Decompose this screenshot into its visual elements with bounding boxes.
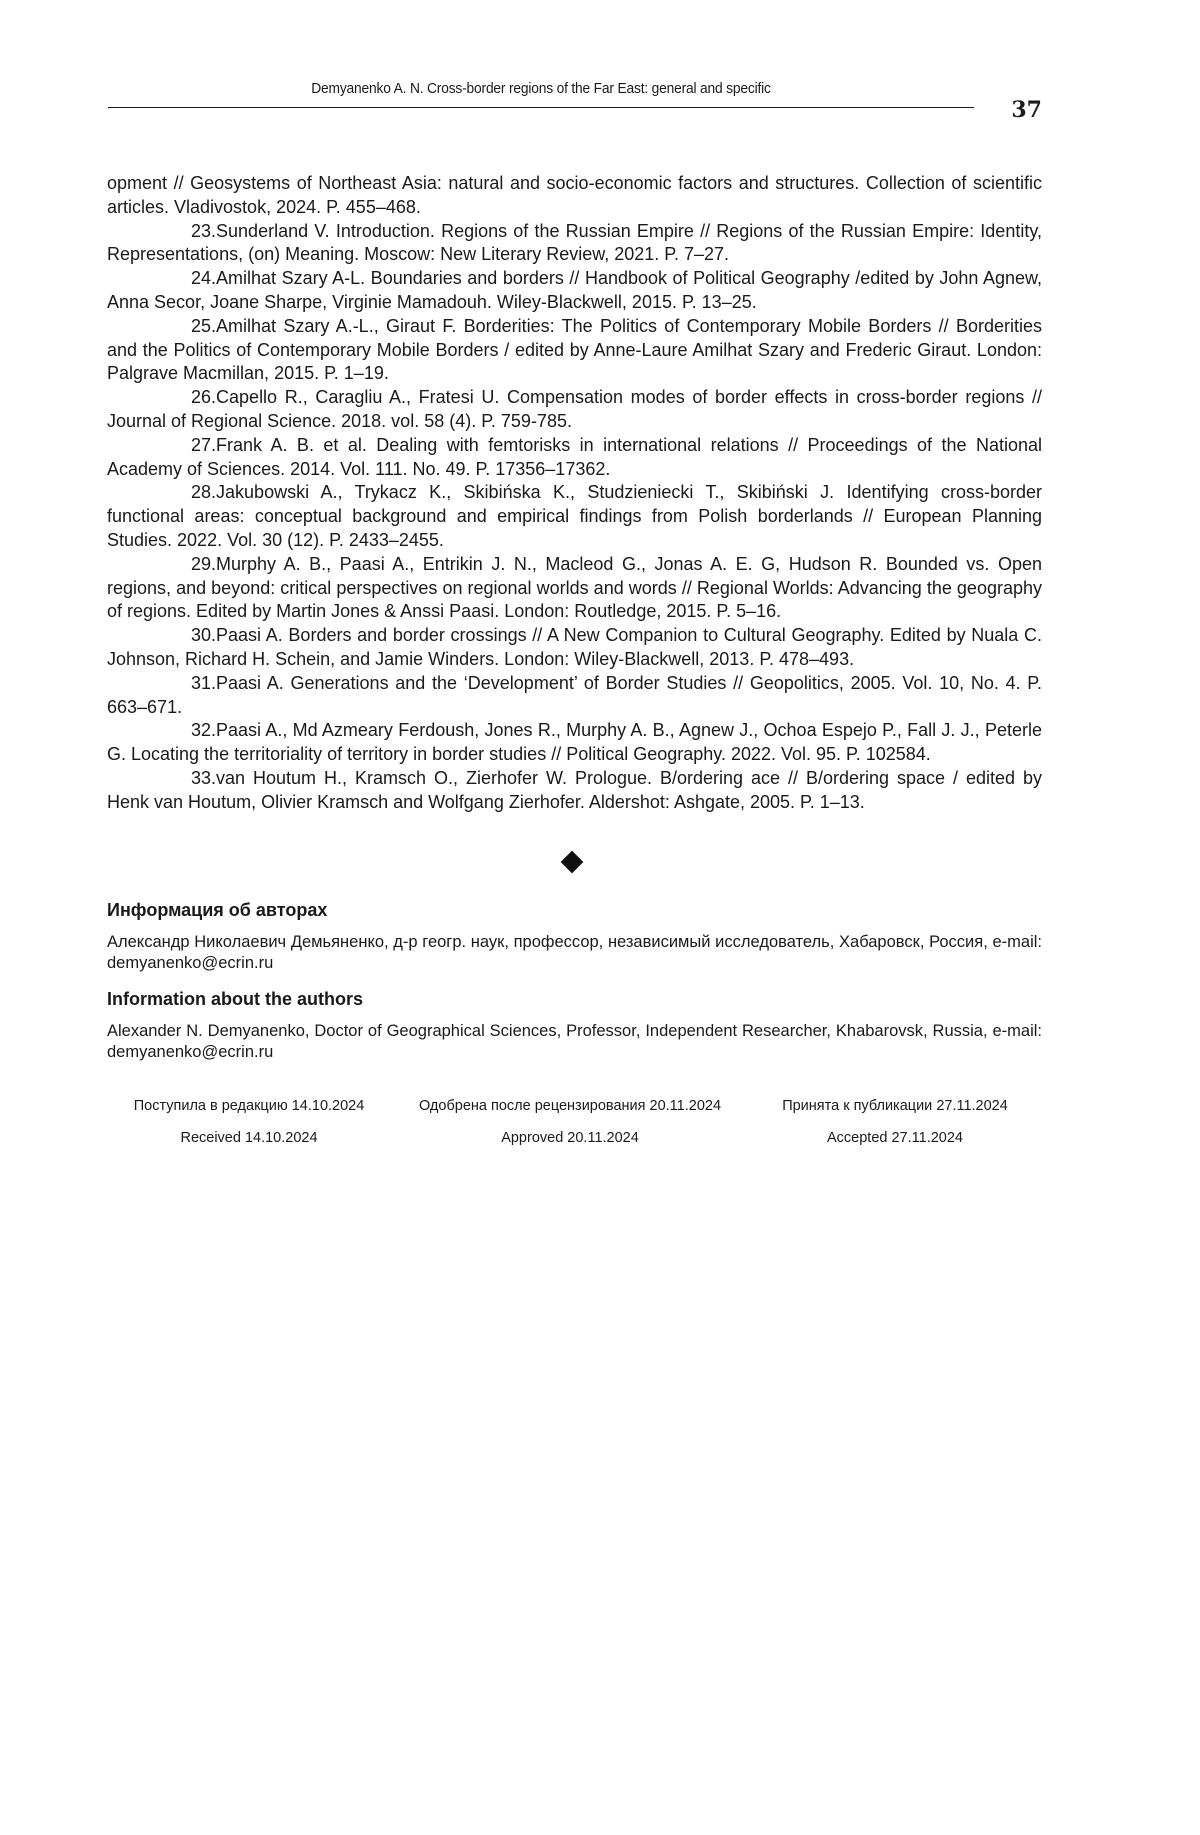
reference-text: Frank A. B. et al. Dealing with femtorisks in international relations // Proceedings of the National Academy of Sciences. 2014. Vol. 111. No. 49. P. 17356–17362.: [107, 434, 1042, 479]
reference-item: [107, 315, 1042, 386]
reference-number: 23.: [191, 220, 217, 241]
reference-text: Sunderland V. Introduction. Regions of the Russian Empire // Regions of the Russian Empire: Identity, Representations, (on) Meaning. Moscow: New Literary Review, 2021. P. 7–27.: [107, 220, 1042, 265]
accepted-date-en: Accepted 27.11.2024: [827, 1130, 963, 1146]
authors-heading-en: Information about the authors: [107, 989, 363, 1009]
reference-item: [107, 767, 1042, 815]
received-date-ru: Поступила в редакцию 14.10.2024: [133, 1098, 365, 1114]
reference-item: [107, 624, 1042, 672]
reference-text: Murphy A. B., Paasi A., Entrikin J. N., Macleod G., Jonas A. E. G, Hudson R. Bounded vs. Open regions, and beyond: critical perspectives on regional worlds and words // Regional Worlds: Advancing the geography of regions. Edited by Martin Jones & Anssi Paasi. London: Routledge, 2015. P. 5–16.: [107, 553, 1042, 622]
authors-info: [107, 898, 1042, 1062]
reference-text: van Houtum H., Kramsch O., Zierhofer W. Prologue. B/ordering ace // B/ordering space / edited by Henk van Houtum, Olivier Kramsch and Wolfgang Zierhofer. Aldershot: Ashgate, 2005. P. 1–13.: [107, 767, 1042, 812]
running-head: Demyanenko A. N. Cross-border regions of the Far East: general and specific: [311, 80, 771, 97]
reference-number: 32.: [191, 720, 217, 741]
reference-text: Paasi A. Generations and the ‘Development’ of Border Studies // Geopolitics, 2005. Vol. 10, No. 4. P. 663–671.: [107, 672, 1042, 717]
approved-date-ru: Одобрена после рецензирования 20.11.2024: [418, 1098, 722, 1114]
reference-item: [107, 481, 1042, 552]
authors-section-en: [107, 987, 1042, 1062]
reference-item: [107, 220, 1042, 268]
approved-date-en: Approved 20.11.2024: [501, 1130, 639, 1146]
reference-number: 30.: [191, 625, 217, 646]
reference-text: Amilhat Szary A-L. Boundaries and borders // Handbook of Political Geography /edited by John Agnew, Anna Secor, Joane Sharpe, Virginie Mamadouh. Wiley-Blackwell, 2015. P. 13–25.: [107, 268, 1042, 312]
reference-text: Paasi A. Borders and border crossings // A New Companion to Cultural Geography. Edited by Nuala C. Johnson, Richard H. Schein, and Jamie Winders. London: Wiley-Blackwell, 2013. P. 478–493.: [107, 625, 1042, 669]
reference-item: [107, 267, 1042, 315]
reference-number: 24.: [191, 268, 217, 289]
author-info-ru: Александр Николаевич Демьяненко, д-р геогр. наук, профессор, независимый исследователь, Хабаровск, Россия, e-mail: demyanenko@ecrin.ru: [107, 933, 1042, 972]
page-number: 37: [1011, 97, 1042, 123]
authors-heading-ru: Информация об авторах: [107, 900, 328, 920]
reference-text: Paasi A., Md Azmeary Ferdoush, Jones R., Murphy A. B., Agnew J., Ochoa Espejo P., Fall J. J., Peterle G. Locating the territoriality of territory in border studies // Political Geography. 2022. Vol. 95. P. 102584.: [107, 720, 1042, 765]
authors-section-ru: [107, 898, 1042, 973]
reference-text: Capello R., Caragliu A., Fratesi U. Compensation modes of border effects in cross-border regions // Journal of Regional Science. 2018. vol. 58 (4). P. 759-785.: [107, 387, 1042, 431]
reference-number: 26.: [191, 387, 217, 408]
reference-number: 27.: [191, 434, 217, 455]
reference-number: 29.: [191, 553, 217, 574]
reference-item: [107, 553, 1042, 624]
accepted-date-ru: Принята к публикации 27.11.2024: [782, 1098, 1008, 1114]
reference-number: 28.: [191, 482, 217, 503]
reference-item: [107, 386, 1042, 434]
received-date-en: Received 14.10.2024: [180, 1130, 318, 1146]
reference-text: Amilhat Szary A.-L., Giraut F. Borderities: The Politics of Contemporary Mobile Borders // Borderities and the Politics of Contemporary Mobile Borders / edited by Anne-Laure Amilhat Szary and Frederic Giraut. London: Palgrave Macmillan, 2015. P. 1–19.: [107, 315, 1042, 384]
reference-item: [107, 719, 1042, 767]
diamond-separator-icon: [561, 851, 584, 874]
reference-continuation: opment // Geosystems of Northeast Asia: natural and socio-economic factors and structures. Collection of scientific articles. Vladivostok, 2024. P. 455–468.: [107, 173, 1042, 217]
reference-number: 31.: [191, 672, 217, 693]
header-rule: [108, 107, 974, 108]
reference-item: [107, 434, 1042, 482]
reference-list: [107, 172, 1042, 815]
reference-text: Jakubowski A., Trykacz K., Skibińska K., Studzieniecki T., Skibiński J. Identifying cross-border functional areas: conceptual background and empirical findings from Polish borderlands // European Planning Studies. 2022. Vol. 30 (12). P. 2433–2455.: [107, 482, 1042, 550]
reference-number: 25.: [191, 315, 217, 336]
reference-item: [107, 672, 1042, 720]
author-info-en: Alexander N. Demyanenko, Doctor of Geographical Sciences, Professor, Independent Researcher, Khabarovsk, Russia, e-mail: demyanenko@ecrin.ru: [107, 1022, 1042, 1061]
reference-number: 33.: [191, 767, 217, 788]
